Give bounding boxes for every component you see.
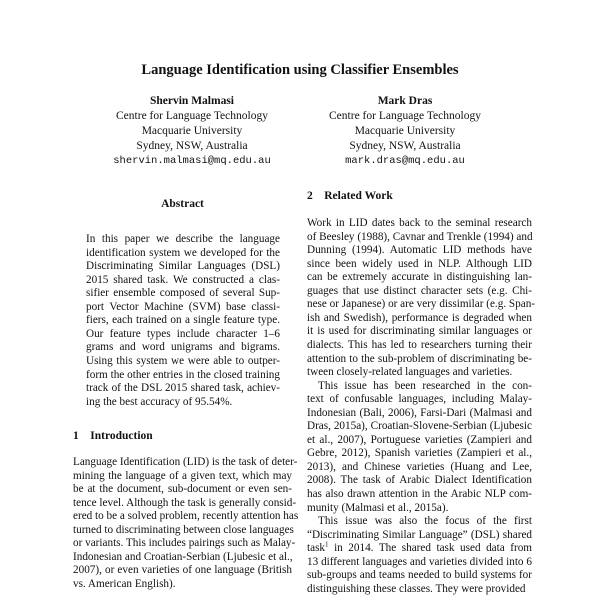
text-line xyxy=(307,542,532,556)
text-line: tween closely-related languages and varieties. xyxy=(307,366,513,379)
text-line: sub-groups and teams needed to build systems for xyxy=(307,569,532,582)
text-line: 2008). The task of Arabic Dialect Identification xyxy=(307,474,532,487)
text-line: This issue was also the focus of the first xyxy=(318,515,532,528)
related-work-heading: 2 Related Work xyxy=(307,190,393,202)
text-line: turned to discriminating between close languages xyxy=(73,523,294,536)
text-line: 2015 shared task. We constructed a clas- xyxy=(86,273,280,286)
text-line: Our feature types include character 1–6 xyxy=(86,327,280,340)
introduction-heading: 1 Introduction xyxy=(73,430,153,442)
text-line: 2013), and Chinese varieties (Huang and Lee, xyxy=(307,460,532,473)
text-line: track of the DSL 2015 shared task, achiev- xyxy=(86,382,280,395)
text-line: sifier ensemble composed of several Sup- xyxy=(86,287,280,300)
text-line: form the other entries in the closed training xyxy=(86,368,280,381)
author-university: Macquarie University xyxy=(354,125,456,137)
text-line: Dunning (1994). Automatic LID methods have xyxy=(307,244,532,257)
text-line: has also drawn attention in the Arabic NLP com- xyxy=(307,488,532,500)
author-affiliation: Centre for Language Technology xyxy=(329,110,481,122)
text-line: 2007), or even varieties of one language (British xyxy=(73,564,292,577)
abstract-heading: Abstract xyxy=(161,198,204,210)
text-line: can be extremely accurate in distinguishing lan- xyxy=(307,271,532,284)
text-line: Indonesian and Croatian-Serbian (Ljubesic et al., xyxy=(73,550,293,563)
text-line: port Vector Machine (SVM) base classi- xyxy=(86,300,280,313)
text-line: since been widely used in NLP. Although LID xyxy=(307,257,532,270)
text-line: it is used for discriminating similar languages or xyxy=(307,325,532,338)
text-line: guages that use distinct character sets (e.g. Chi- xyxy=(307,284,532,297)
author-name: Shervin Malmasi xyxy=(149,95,234,107)
text-line: ish and Swedish), performance is degraded when xyxy=(307,311,532,324)
author-email: shervin.malmasi@mq.edu.au xyxy=(113,155,271,167)
text-line: vs. American English). xyxy=(73,577,176,590)
text-line: ing the best accuracy of 95.54%. xyxy=(86,395,233,408)
text-line: Indonesian (Bali, 2006), Farsi-Dari (Malmasi and xyxy=(307,406,532,419)
author-affiliation: Centre for Language Technology xyxy=(116,110,268,122)
text-line: Dras, 2015a), Croatian-Slovene-Serbian (Ljubesic xyxy=(307,420,532,433)
text-line: Discriminating Similar Languages (DSL) xyxy=(86,260,280,273)
text-line: attention to the sub-problem of discriminating be- xyxy=(307,352,532,365)
text-line: munity (Malmasi et al., 2015a). xyxy=(307,501,449,514)
text-line: mining the language of a given text, which may xyxy=(73,469,292,482)
text-line: grams and word unigrams and bigrams. xyxy=(86,341,280,354)
text-fragment: in 2014. The shared task used data from xyxy=(328,542,532,555)
text-line: “Discriminating Similar Language” (DSL) shared xyxy=(307,528,532,541)
author-block xyxy=(72,94,312,169)
text-line: ered to be a solved problem, recently attention has xyxy=(73,510,299,523)
text-line: Language Identification (LID) is the task of deter- xyxy=(73,456,298,468)
author-email: mark.dras@mq.edu.au xyxy=(345,155,465,167)
text-line: dialects. This has led to researchers turning their xyxy=(307,338,532,351)
text-line: This issue has been researched in the con- xyxy=(318,379,532,392)
text-line: In this paper we describe the language xyxy=(86,233,280,245)
text-line: et al., 2007), Portuguese varieties (Zampieri and xyxy=(307,433,532,446)
text-line: identification system we developed for the xyxy=(86,246,280,259)
paper-title: Language Identification using Classifier Ensembles xyxy=(141,62,459,78)
text-line: or variants. This includes pairings such as Malay- xyxy=(73,537,296,550)
text-line: Work in LID dates back to the seminal research xyxy=(307,217,532,229)
text-line: tence level. Although the task is generally consid- xyxy=(73,496,297,509)
author-university: Macquarie University xyxy=(141,125,243,137)
author-location: Sydney, NSW, Australia xyxy=(349,140,461,152)
text-line: nese or Japanese) or are very dissimilar (e.g. Span- xyxy=(307,298,536,311)
text-line: 13 different languages and varieties divided into 6 xyxy=(307,555,532,568)
text-line: be at the document, sub-document or even sen- xyxy=(73,483,292,496)
text-line: fiers, each trained on a single feature type. xyxy=(86,314,280,327)
text-line: distinguishing these classes. They were provided xyxy=(307,582,526,595)
text-fragment: task xyxy=(307,542,326,555)
author-block xyxy=(285,94,525,169)
text-line: of Beesley (1988), Cavnar and Trenkle (1994) and xyxy=(307,230,533,243)
author-name: Mark Dras xyxy=(377,95,433,107)
text-line: Gebre, 2012), Spanish varieties (Zampieri et al., xyxy=(307,447,532,460)
footnote-marker: 1 xyxy=(325,540,329,549)
text-line: text of confusable languages, including Malay- xyxy=(307,393,532,406)
author-location: Sydney, NSW, Australia xyxy=(136,140,248,152)
text-line: Using this system we were able to outper- xyxy=(86,354,280,367)
